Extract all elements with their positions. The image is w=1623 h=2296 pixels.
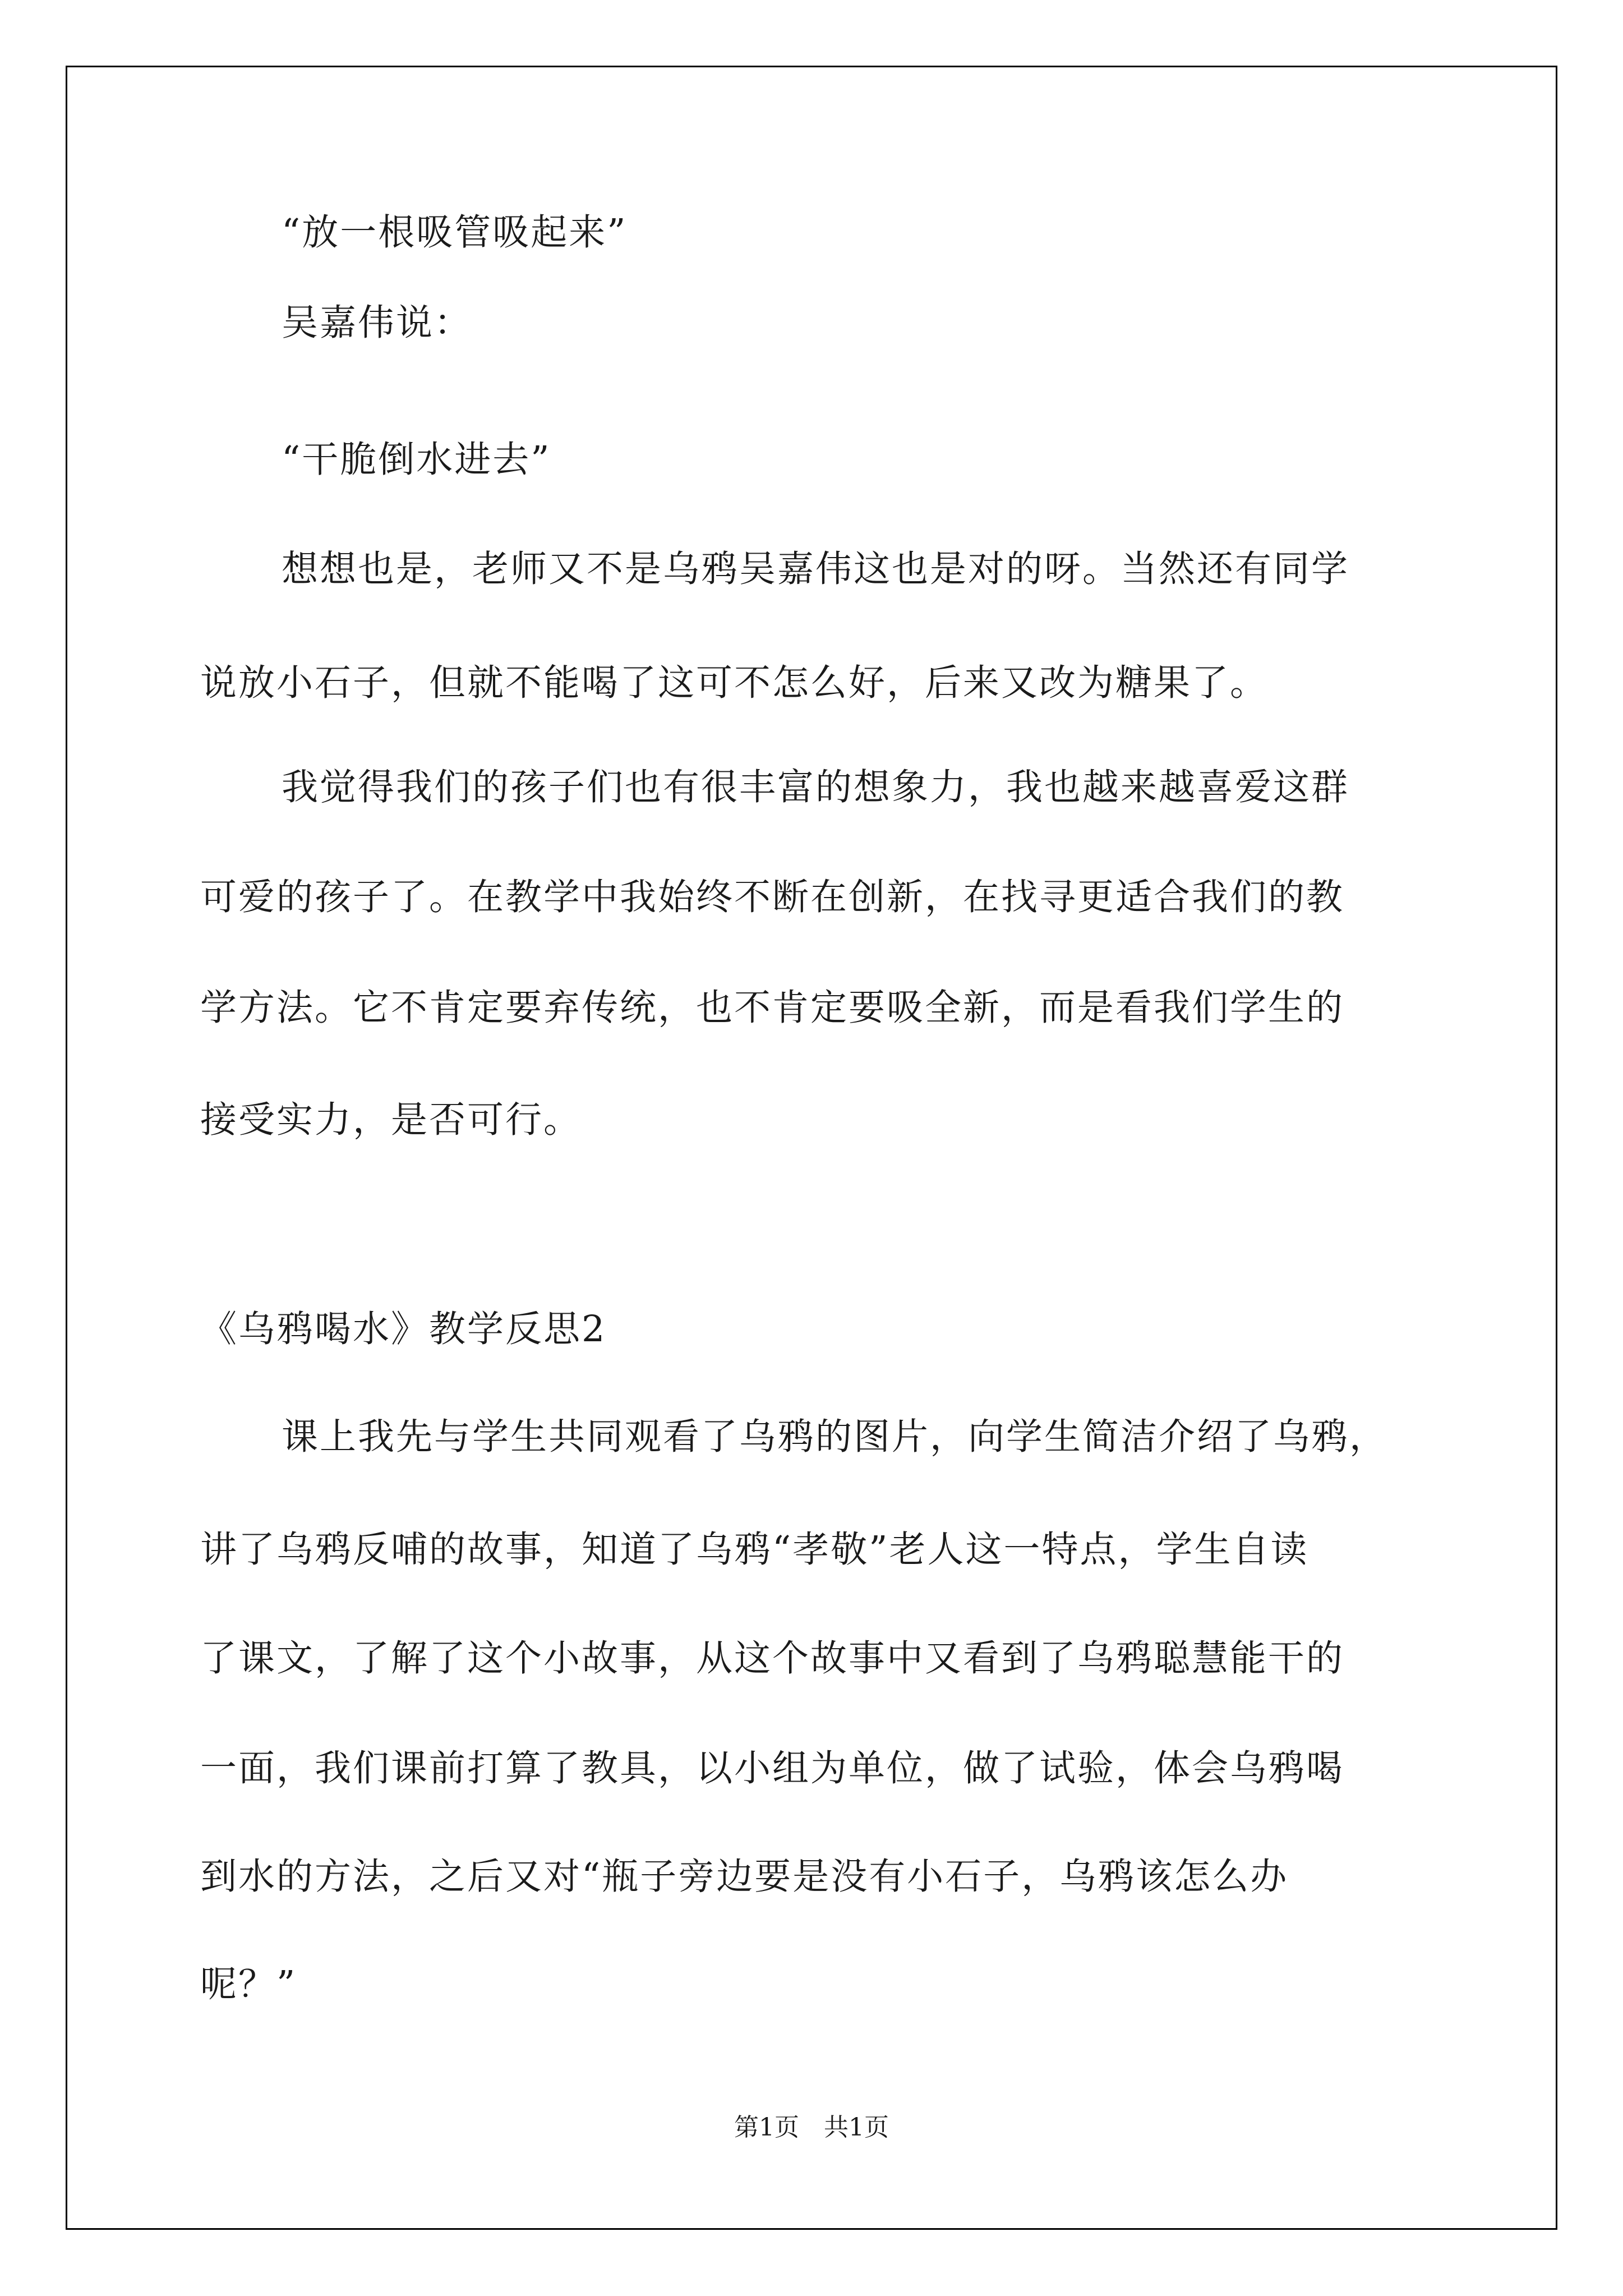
section-line: 课上我先与学生共同观看了乌鸦的图片，向学生简洁介绍了乌鸦，: [282, 1416, 1388, 1458]
section-line: 讲了乌鸦反哺的故事，知道了乌鸦“孝敬”老人这一特点，学生自读: [200, 1529, 1309, 1571]
paragraph-line: 接受实力，是否可行。: [200, 1099, 582, 1141]
page-footer: 第1页 共1页: [734, 2113, 889, 2142]
quote-pour-water: “干脆倒水进去”: [282, 439, 551, 481]
paragraph-line: 我觉得我们的孩子们也有很丰富的想象力，我也越来越喜爱这群: [282, 766, 1350, 808]
paragraph-line: 说放小石子，但就不能喝了这可不怎么好，后来又改为糖果了。: [200, 662, 1269, 704]
section-title: 《乌鸦喝水》教学反思2: [200, 1308, 607, 1350]
speaker-line: 吴嘉伟说：: [282, 302, 473, 344]
section-line: 一面，我们课前打算了教具，以小组为单位，做了试验，体会乌鸦喝: [200, 1747, 1345, 1789]
paragraph-line: 学方法。它不肯定要弃传统，也不肯定要吸全新，而是看我们学生的: [200, 987, 1345, 1029]
page-border: [66, 66, 1557, 2230]
quote-straw: “放一根吸管吸起来”: [282, 211, 628, 254]
paragraph-line: 想想也是，老师又不是乌鸦吴嘉伟这也是对的呀。当然还有同学: [282, 548, 1350, 590]
paragraph-line: 可爱的孩子了。在教学中我始终不断在创新，在找寻更适合我们的教: [200, 876, 1345, 918]
section-line: 了课文，了解了这个小故事，从这个故事中又看到了乌鸦聪慧能干的: [200, 1637, 1345, 1680]
section-line: 到水的方法，之后又对“瓶子旁边要是没有小石子，乌鸦该怎么办: [200, 1856, 1289, 1898]
section-line: 呢？”: [200, 1963, 297, 2005]
